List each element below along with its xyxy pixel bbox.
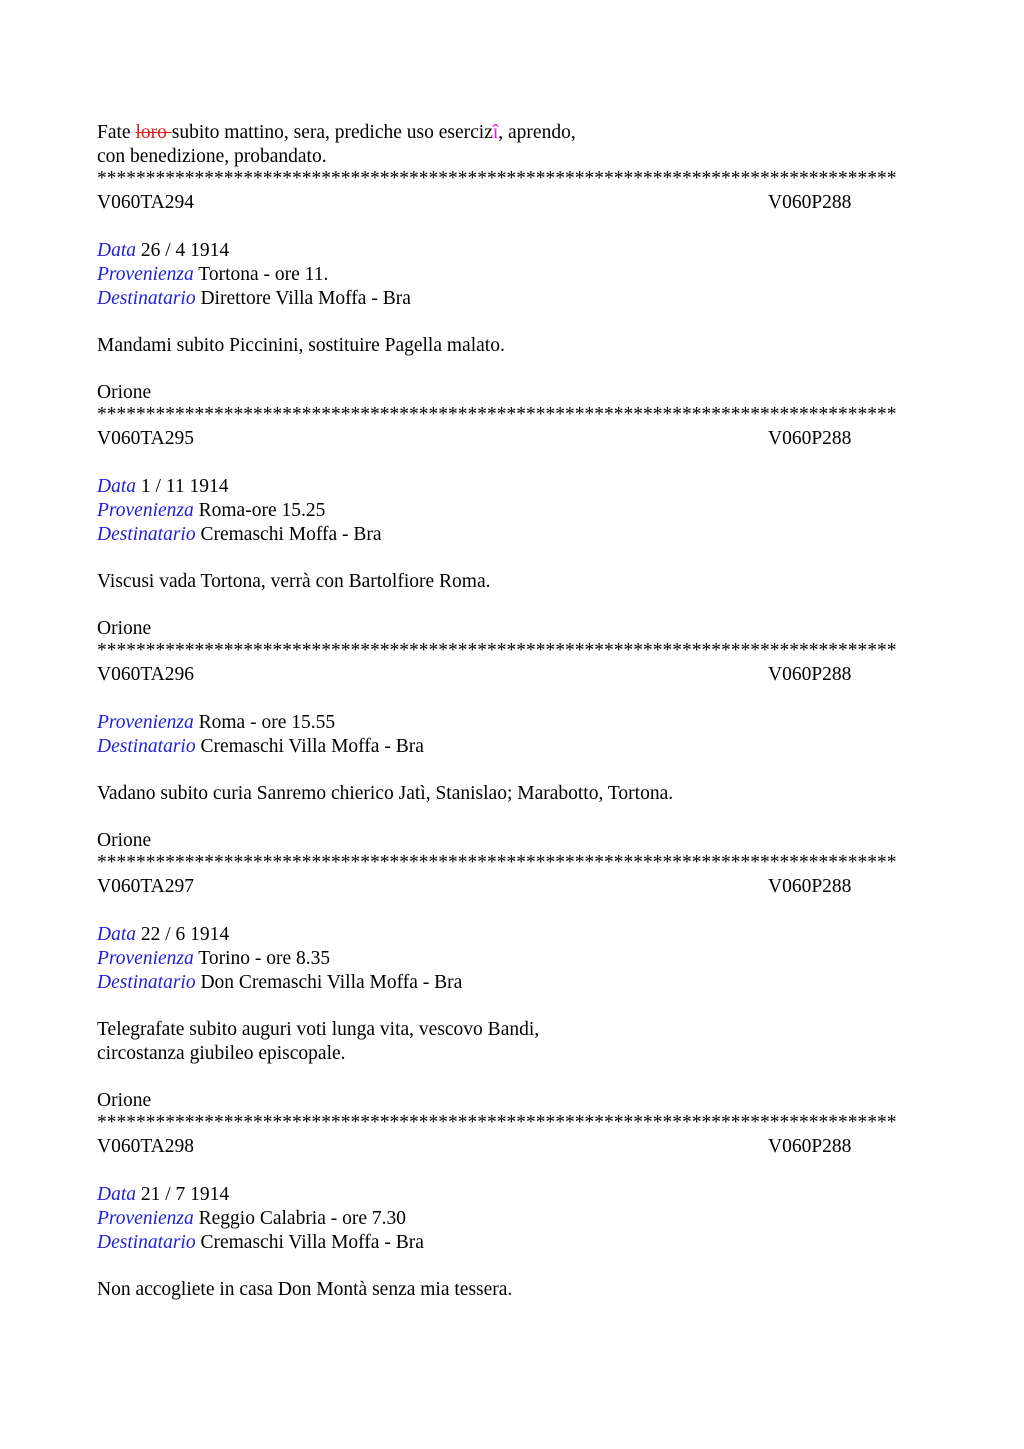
signature: Orione [97,618,152,639]
label-provenienza: Provenienza [97,1208,194,1229]
field-provenienza [97,947,927,971]
entry-id: V060TA296 [97,664,195,685]
entry-id: V060TA297 [97,876,195,897]
entry-page: V060P288 [768,428,852,449]
field-destinatario [97,1231,927,1255]
separator: ********************************************************************************** [97,641,897,661]
label-destinatario: Destinatario [97,288,196,309]
field-provenienza [97,1207,927,1231]
entry-id: V060TA295 [97,428,195,449]
field-data [97,475,927,499]
intro-line-2: con benedizione, probandato. [97,146,327,167]
entry-header [97,425,927,452]
entry-page: V060P288 [768,1136,852,1157]
value-data: 21 / 7 1914 [140,1184,230,1205]
field-provenienza [97,499,927,523]
value-provenienza: Reggio Calabria - ore 7.30 [198,1208,407,1229]
entry-page: V060P288 [768,192,852,213]
field-destinatario [97,523,927,547]
entry-page: V060P288 [768,664,852,685]
accent-char: î [492,122,499,143]
field-data [97,1183,927,1207]
signature: Orione [97,1090,152,1111]
value-destinatario: Direttore Villa Moffa - Bra [200,288,411,309]
message-body: Non accogliete in casa Don Montà senza mia tessera. [97,1279,513,1300]
field-data [97,239,927,263]
intro-line-1 [97,121,927,145]
label-data: Data [97,924,136,945]
field-destinatario [97,735,927,759]
entry-header [97,189,927,216]
signature: Orione [97,382,152,403]
field-data [97,923,927,947]
entry-page: V060P288 [768,876,852,897]
intro-text: subito mattino, sera, prediche uso eserciz [171,122,493,143]
separator: ********************************************************************************** [97,405,897,425]
value-provenienza: Tortona - ore 11. [198,264,329,285]
message-body: Vadano subito curia Sanremo chierico Jatì, Stanislao; Marabotto, Tortona. [97,783,674,804]
separator: ********************************************************************************** [97,1113,897,1133]
message-body: circostanza giubileo episcopale. [97,1043,346,1064]
entry-header [97,1133,927,1160]
entry-header [97,661,927,688]
signature: Orione [97,830,152,851]
message-body: Viscusi vada Tortona, verrà con Bartolfiore Roma. [97,571,491,592]
label-provenienza: Provenienza [97,948,194,969]
label-provenienza: Provenienza [97,500,194,521]
label-destinatario: Destinatario [97,972,196,993]
intro-text: , aprendo, [498,122,576,143]
message-body: Mandami subito Piccinini, sostituire Pagella malato. [97,335,505,356]
entry-id: V060TA294 [97,192,195,213]
label-data: Data [97,1184,136,1205]
field-destinatario [97,287,927,311]
label-data: Data [97,240,136,261]
struck-word: loro [135,122,172,143]
label-destinatario: Destinatario [97,736,196,757]
entry-id: V060TA298 [97,1136,195,1157]
value-provenienza: Roma-ore 15.25 [198,500,326,521]
label-data: Data [97,476,136,497]
value-data: 1 / 11 1914 [140,476,229,497]
label-destinatario: Destinatario [97,1232,196,1253]
document-page [97,121,927,1302]
value-data: 22 / 6 1914 [140,924,230,945]
intro-text: Fate [97,122,136,143]
value-destinatario: Cremaschi Moffa - Bra [200,524,382,545]
field-provenienza [97,263,927,287]
label-destinatario: Destinatario [97,524,196,545]
value-destinatario: Don Cremaschi Villa Moffa - Bra [200,972,463,993]
field-provenienza [97,711,927,735]
field-destinatario [97,971,927,995]
separator: ********************************************************************************** [97,853,897,873]
value-provenienza: Torino - ore 8.35 [198,948,331,969]
label-provenienza: Provenienza [97,712,194,733]
value-provenienza: Roma - ore 15.55 [198,712,336,733]
value-destinatario: Cremaschi Villa Moffa - Bra [200,736,424,757]
entry-header [97,873,927,900]
message-body: Telegrafate subito auguri voti lunga vita, vescovo Bandi, [97,1019,540,1040]
value-destinatario: Cremaschi Villa Moffa - Bra [200,1232,424,1253]
label-provenienza: Provenienza [97,264,194,285]
value-data: 26 / 4 1914 [140,240,230,261]
separator: ********************************************************************************** [97,169,897,189]
